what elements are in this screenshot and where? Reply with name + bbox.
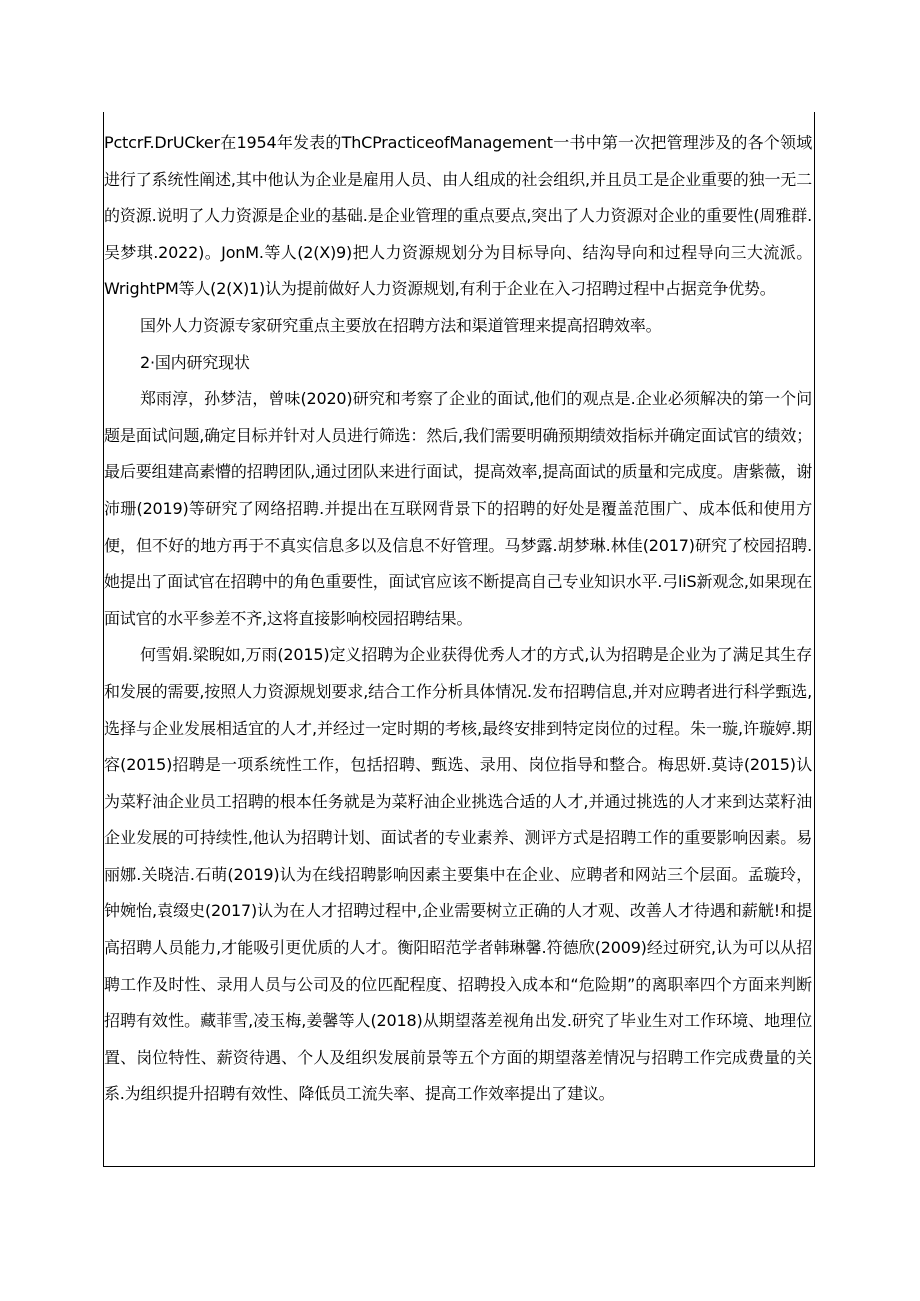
paragraph-foreign-summary: 国外人力资源专家研究重点主要放在招聘方法和渠道管理来提高招聘效率。 bbox=[140, 315, 662, 335]
section-heading-domestic-research: 2·国内研究现状 bbox=[140, 352, 250, 372]
paragraph-domestic-1: 郑雨淳，孙梦洁，曾味(2020)研究和考察了企业的面试,他们的观点是.企业必须解决的第一个问题是面试问题,确定目标并针对人员进行筛选：然后,我们需要明确预期绩效指标并确定面试官的绩效；最后要组建高素懵的招聘团队,通过团队来进行面试，提高效率,提高面试的质量和完成度。唐紫薇，谢沛珊(2019)等研究了网络招聘.并提出在互联网背景下的招聘的好处是覆盖范围广、成本低和使用方便，但不好的地方再于不真实信息多以及信息不好管理。马梦露.胡梦琳.林佳(2017)研究了校园招聘.她提出了面试官在招聘中的角色重要性，面试官应该不断提高自己专业知识水平.弓liS新观念,如果现在面试官的水平参差不齐,这将直接影响校园招聘结果。 bbox=[104, 389, 812, 628]
paragraph-foreign-drucker: PctcrF.DrUCker在1954年发表的ThCPracticeofManagement一书中第一次把管理涉及的各个领域进行了系统性阐述,其中他认为企业是雇用人员、由人组成的社会组织,并且员工是企业重要的独一无二的资源.说明了人力资源是企业的基础.是企业管理的重点要点,突出了人力资源对企业的重要性(周雅群.吴梦琪.2022)。JonM.等人(2(X)9)把人力资源规划分为目标导向、结沟导向和过程导向三大流派。WrightPM等人(2(X)1)认为提前做好人力资源规划,有利于企业在入刁招聘过程中占据竞争优势。 bbox=[104, 133, 812, 299]
paragraph-domestic-2: 何雪娟.梁睨如,万雨(2015)定义招聘为企业获得优秀人才的方式,认为招聘是企业为了满足其生存和发展的需要,按照人力资源规划要求,结合工作分析具体情况.发布招聘信息,并对应聘者进行科学甄选,选择与企业发展相适宜的人才,并经过一定时期的考核,最终安排到特定岗位的过程。朱一璇,许璇婷.期容(2015)招聘是一项系统性工作，包括招聘、甄选、录用、岗位指导和整合。梅思妍.莫诗(2015)认为菜籽油企业员工招聘的根本任务就是为菜籽油企业挑选合适的人才,并通过挑选的人才来到达菜籽油企业发展的可持续性,他认为招聘计划、面试者的专业素养、测评方式是招聘工作的重要影响因素。易丽娜.关晓洁.石萌(2019)认为在线招聘影响因素主要集中在企业、应聘者和网站三个层面。孟璇玲，钟婉怡,袁缀史(2017)认为在人才招聘过程中,企业需要树立正确的人才观、改善人才待遇和薪觥!和提高招聘人员能力,才能吸引更优质的人才。衡阳昭范学者韩琳馨.符德欣(2009)经过研究,认为可以从招聘工作及时性、录用人员与公司及的位匹配程度、招聘投入成本和“危险期”的离职率四个方面来判断招聘有效性。藏菲雪,凌玉梅,姜馨等人(2018)从期望落差视角出发.研究了毕业生对工作环境、地理位置、岗位特性、薪资待遇、个人及组织发展前景等五个方面的期望落差情况与招聘工作完成费量的关系.为组织提升招聘有效性、降低员工流失率、提高工作效率提出了建议。 bbox=[104, 645, 812, 1104]
document-body bbox=[104, 125, 812, 1113]
